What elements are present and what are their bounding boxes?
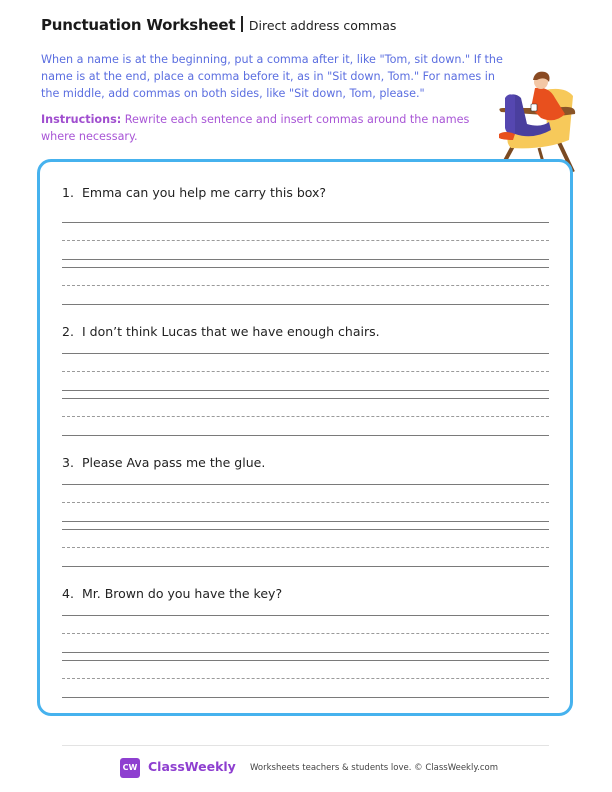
worksheet-title [41, 16, 396, 34]
answer-baseline [62, 304, 549, 305]
question-number: 1. [62, 185, 74, 200]
question-text: Mr. Brown do you have the key? [82, 586, 283, 601]
answer-midline [62, 371, 549, 372]
answer-baseline [62, 435, 549, 436]
classweekly-logo-icon: CW [120, 758, 140, 778]
answer-midline [62, 678, 549, 679]
answer-line[interactable] [62, 222, 549, 223]
footer-tagline: Worksheets teachers & students love. © ClassWeekly.com [250, 763, 499, 773]
brand-name: ClassWeekly [148, 759, 236, 774]
answer-line[interactable] [62, 484, 549, 485]
instructions-text: Rewrite each sentence and insert commas around the names where necessary. [41, 113, 470, 143]
answer-line[interactable] [62, 660, 549, 661]
answer-line[interactable] [62, 529, 549, 530]
answer-midline [62, 285, 549, 286]
answer-baseline [62, 566, 549, 567]
answer-midline [62, 547, 549, 548]
title-divider [241, 16, 243, 32]
page-subtitle: Direct address commas [248, 18, 397, 33]
question-1 [62, 185, 326, 200]
answer-line[interactable] [62, 398, 549, 399]
question-text: Emma can you help me carry this box? [82, 185, 327, 200]
answer-midline [62, 416, 549, 417]
question-2 [62, 324, 380, 339]
answer-baseline [62, 697, 549, 698]
answer-midline [62, 240, 549, 241]
intro-paragraph: When a name is at the beginning, put a comma after it, like "Tom, sit down." If the name is at the end, place a comma before it, as in "Sit down, Tom." For names in the middle, add commas on both sides, like "Sit down, Tom, please." [41, 53, 503, 100]
answer-line[interactable] [62, 267, 549, 268]
answer-baseline [62, 521, 549, 522]
question-number: 2. [62, 324, 74, 339]
answer-baseline [62, 259, 549, 260]
answer-baseline [62, 390, 549, 391]
answer-line[interactable] [62, 353, 549, 354]
page-title: Punctuation Worksheet [41, 16, 236, 34]
question-text: I don’t think Lucas that we have enough chairs. [82, 324, 380, 339]
answer-line[interactable] [62, 615, 549, 616]
footer-divider [62, 745, 549, 746]
question-text: Please Ava pass me the glue. [82, 455, 266, 470]
question-number: 4. [62, 586, 74, 601]
instructions [41, 112, 481, 145]
answer-midline [62, 502, 549, 503]
answer-midline [62, 633, 549, 634]
woman-in-armchair-illustration [485, 68, 585, 173]
instructions-label: Instructions: [41, 113, 122, 126]
question-4 [62, 586, 282, 601]
question-number: 3. [62, 455, 74, 470]
question-3 [62, 455, 265, 470]
answer-baseline [62, 652, 549, 653]
